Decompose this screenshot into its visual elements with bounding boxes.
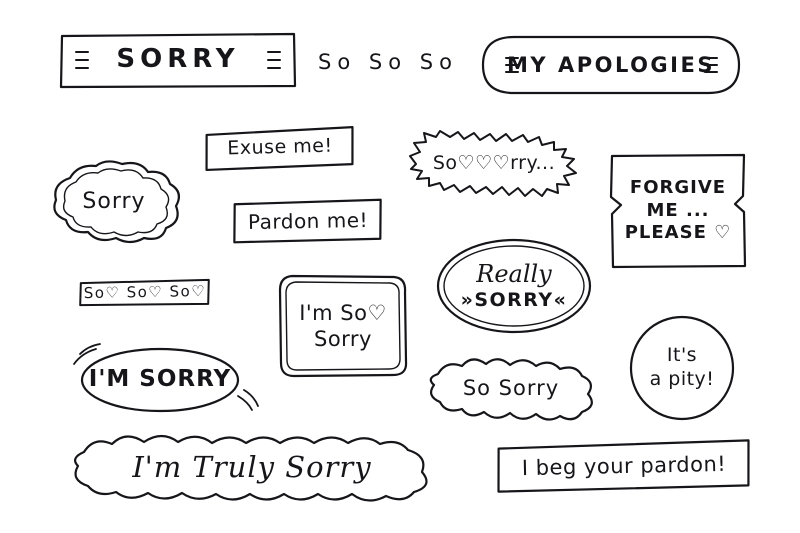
- sticker-line-3: PLEASE ♡: [624, 222, 732, 244]
- sticker-line-2: »SORRY«: [460, 289, 568, 312]
- sticker-exuse-me-box: [203, 124, 356, 172]
- sticker-label: So♡♡♡rry...: [432, 152, 556, 175]
- sticker-forgive-me-please-ticket: [608, 152, 748, 270]
- sticker-label: Exuse me!: [227, 134, 333, 160]
- sticker-label: SORRY: [116, 44, 240, 75]
- sticker-line-1: FORGIVE: [629, 177, 727, 199]
- sticker-line-2: ME ...: [646, 199, 710, 221]
- sticker-my-apologies-oval: [480, 34, 742, 96]
- sticker-label: MY APOLOGIES: [507, 52, 715, 77]
- sticker-pardon-me-box: [232, 197, 385, 246]
- sticker-sorry-banner: [58, 30, 298, 90]
- sticker-line-2: a pity!: [649, 368, 715, 390]
- sticker-label: Pardon me!: [247, 207, 369, 234]
- sticker-label: So♡ So♡ So♡: [83, 282, 207, 303]
- sticker-really-sorry-oval: [434, 236, 594, 336]
- sticker-i-beg-your-pardon-box: [495, 437, 752, 494]
- sticker-so-so-so-hearts-bar: [78, 277, 213, 309]
- sticker-label: Sorry: [82, 189, 146, 215]
- sticker-line-1: Really: [476, 260, 552, 289]
- sticker-line-1: It's: [666, 344, 698, 367]
- sticker-line-1: I'm So♡: [299, 300, 387, 325]
- sticker-its-a-pity-circle: [628, 314, 736, 422]
- sticker-im-so-sorry-square: [276, 272, 410, 380]
- sticker-sorry-cloud-bubble: [42, 156, 186, 248]
- sticker-label: I'M SORRY: [88, 365, 232, 392]
- sticker-so-so-so-hearts: [318, 42, 458, 82]
- sticker-im-sorry-oval: [62, 342, 258, 416]
- sticker-soooorry-cloud: [406, 128, 582, 200]
- sticker-label: So Sorry: [462, 375, 560, 400]
- sticker-line-2: Sorry: [313, 327, 372, 351]
- sticker-so-sorry-cloud: [424, 352, 598, 424]
- sticker-label: So So So: [318, 49, 458, 74]
- sticker-im-truly-sorry-cloud: [68, 428, 436, 506]
- sticker-label: I beg your pardon!: [521, 451, 727, 481]
- sticker-label: I'm Truly Sorry: [132, 449, 372, 484]
